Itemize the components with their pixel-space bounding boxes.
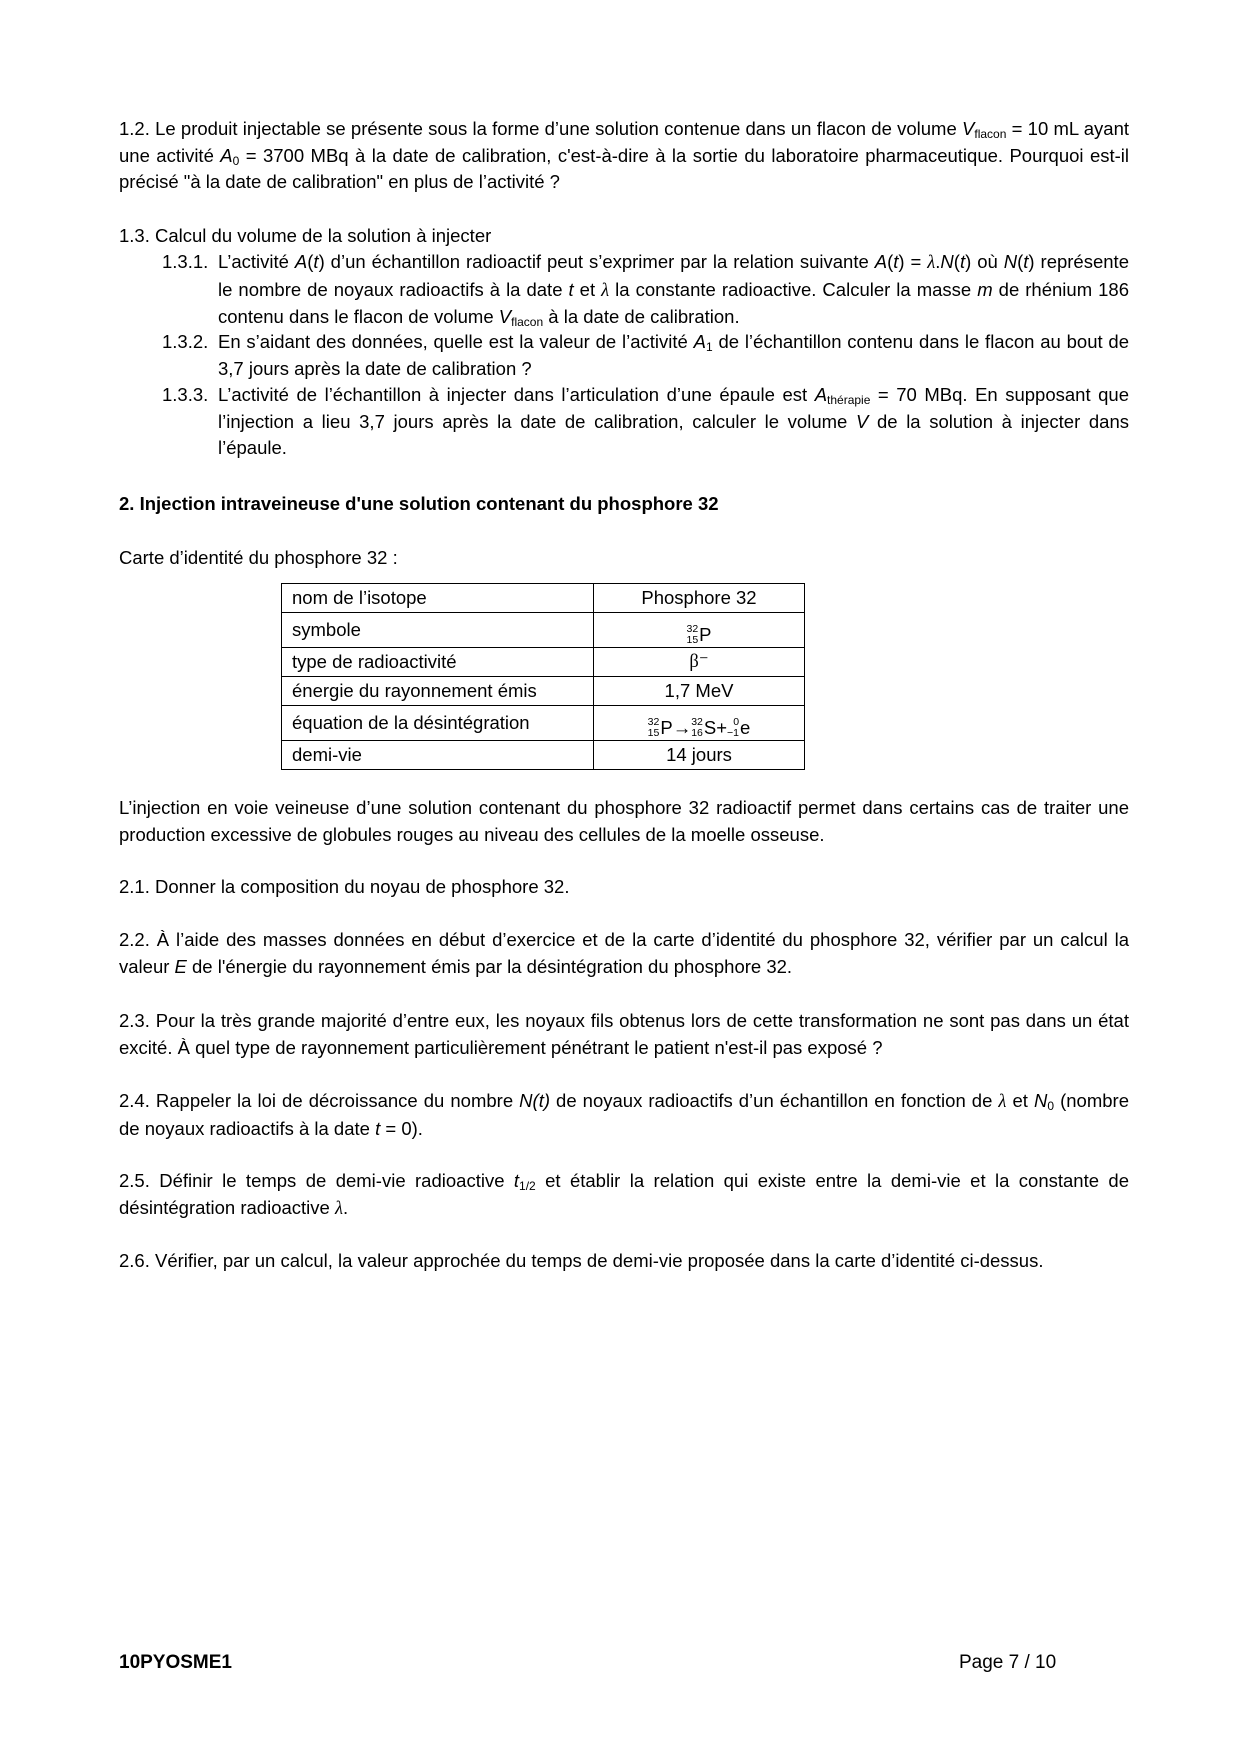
section-1-3-title: 1.3. Calcul du volume de la solution à injecter xyxy=(119,225,492,246)
table-row xyxy=(282,741,805,770)
page-number: Page 7 / 10 xyxy=(959,1652,1057,1673)
injection-intro: L’injection en voie veineuse d’une solution contenant du phosphore 32 radioactif permet dans certains cas de traiter une production excessive de globules rouges au niveau des cellules de la moelle osseuse. xyxy=(119,797,1129,845)
card-intro: Carte d’identité du phosphore 32 : xyxy=(119,547,398,568)
question-1-3-2-number: 1.3.2. xyxy=(162,331,209,352)
section-2-heading: 2. Injection intraveineuse d'une solution contenant du phosphore 32 xyxy=(119,493,719,514)
equation-cell xyxy=(594,706,805,741)
row-value: β⁻ xyxy=(594,648,805,677)
table-row xyxy=(282,648,805,677)
table-row xyxy=(282,613,805,648)
question-1-3-1-number: 1.3.1. xyxy=(162,251,209,272)
question-2-4: 2.4. Rappeler la loi de décroissance du nombre N(t) de noyaux radioactifs d’un échantillon en fonction de λ et N0 (nombre de noyaux radioactifs à la date t = 0). xyxy=(119,1090,1129,1139)
phosphorus-symbol: 32 15 P xyxy=(686,622,712,646)
decay-equation: 32 15 P → 32 16 S + 0 −1 e xyxy=(647,715,751,739)
row-label: énergie du rayonnement émis xyxy=(282,677,594,706)
question-2-2: 2.2. À l’aide des masses données en début d’exercice et de la carte d’identité du phosphore 32, vérifier par un calcul la valeur E de l'énergie du rayonnement émis par la désintégration du phosphore 32. xyxy=(119,929,1129,977)
row-label: équation de la désintégration xyxy=(282,706,594,741)
row-label: nom de l’isotope xyxy=(282,584,594,613)
row-value: 1,7 MeV xyxy=(594,677,805,706)
row-label: type de radioactivité xyxy=(282,648,594,677)
table-row xyxy=(282,677,805,706)
question-2-5: 2.5. Définir le temps de demi-vie radioactive t1/2 et établir la relation qui existe entre la demi-vie et la constante de désintégration radioactive λ. xyxy=(119,1170,1129,1219)
row-value: 14 jours xyxy=(594,741,805,770)
question-2-1: 2.1. Donner la composition du noyau de phosphore 32. xyxy=(119,876,570,897)
question-1-3-3: L’activité de l’échantillon à injecter dans l’articulation d’une épaule est Athérapie = 70 MBq. En supposant que l’injection a lieu 3,7 jours après la date de calibration, calculer le volume V de la solution à injecter dans l’épaule. xyxy=(218,384,1130,458)
table-row xyxy=(282,584,805,613)
question-1-2: 1.2. Le produit injectable se présente sous la forme d’une solution contenue dans un flacon de volume Vflacon = 10 mL ayant une activité A0 = 3700 MBq à la date de calibration, c'est-à-dire à la sortie du laboratoire pharmaceutique. Pourquoi est-il précisé "à la date de calibration" en plus de l’activité ? xyxy=(119,118,1130,192)
row-value: Phosphore 32 xyxy=(594,584,805,613)
question-1-3-1: L’activité A(t) d’un échantillon radioactif peut s’exprimer par la relation suivante A(t) = λ.N(t) où N(t) représente le nombre de noyaux radioactifs à la date t et λ la constante radioactive. Calculer la masse m de rhénium 186 contenu dans le flacon de volume Vflacon à la date de calibration. xyxy=(218,251,1129,329)
question-2-3: 2.3. Pour la très grande majorité d’entre eux, les noyaux fils obtenus lors de cette transformation ne sont pas dans un état excité. À quel type de rayonnement particulièrement pénétrant le patient n'est-il pas exposé ? xyxy=(119,1010,1129,1058)
row-label: symbole xyxy=(282,613,594,648)
question-1-3-2: En s’aidant des données, quelle est la valeur de l’activité A1 de l’échantillon contenu dans le flacon au bout de 3,7 jours après la date de calibration ? xyxy=(218,331,1130,379)
symbol-cell xyxy=(594,613,805,648)
identity-card-table xyxy=(281,583,805,770)
table-row xyxy=(282,706,805,741)
exam-code: 10PYOSME1 xyxy=(119,1652,232,1673)
question-1-3-3-number: 1.3.3. xyxy=(162,384,209,405)
question-2-6: 2.6. Vérifier, par un calcul, la valeur approchée du temps de demi-vie proposée dans la carte d’identité ci-dessus. xyxy=(119,1250,1044,1271)
row-label: demi-vie xyxy=(282,741,594,770)
